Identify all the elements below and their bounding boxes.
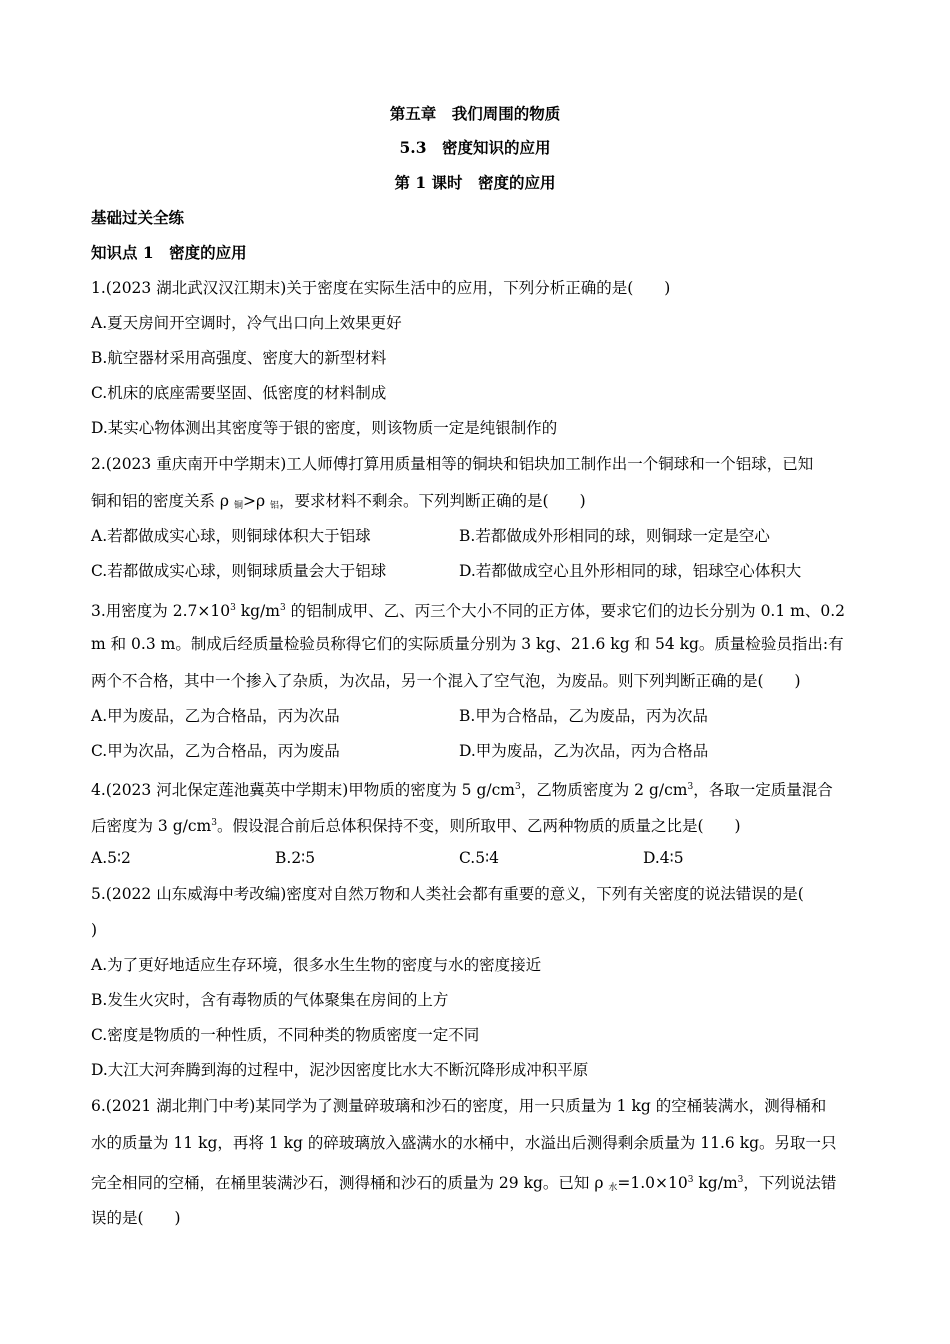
q4-option-d: D.4∶5 [643,849,684,867]
q2-stem-line1: 2.(2023 重庆南开中学期末)工人师傅打算用质量相等的铜块和铝块加工制作出一个铜球和一个铝球，已知 [91,455,814,473]
q5-stem-line2: ) [91,921,98,939]
lesson-title: 第 1 课时 密度的应用 [394,173,556,192]
q3-stem-line1: 3.用密度为 $2.7\times 10^3$ $kg/m^3$ 的铝制成甲、乙、丙三个大小不同的正方体，要求它们的边长分别为 0.1 m、0.2 [91,602,846,620]
exercise-heading: 基础过关全练 [91,208,185,227]
q6-stem-line1: 6.(2021 湖北荆门中考)某同学为了测量碎玻璃和沙石的密度，用一只质量为 1 kg 的空桶装满水，测得桶和 [91,1097,827,1115]
q3-option-a: A.甲为废品，乙为合格品，丙为次品 [91,707,340,725]
q1-option-c: C.机床的底座需要坚固、低密度的材料制成 [91,384,387,402]
q1-option-d: D.某实心物体测出其密度等于银的密度，则该物质一定是纯银制作的 [91,419,558,437]
q4-stem-line1: 4.(2023 河北保定莲池冀英中学期末)甲物质的密度为 5 $g/cm^3$，乙物质密度为 2 $g/cm^3$，各取一定质量混合 [91,781,833,799]
q3-option-d: D.甲为废品，乙为次品，丙为合格品 [459,742,709,760]
q4-option-c: C.5∶4 [459,849,499,867]
q6-stem-line3: 完全相同的空桶，在桶里装满沙石，测得桶和沙石的质量为 29 kg。已知 ρ $_水=1.0\times 10^3$ $kg/m^3$，下列说法错 [91,1174,837,1193]
q3-option-b: B.甲为合格品，乙为废品，丙为次品 [459,707,708,725]
q5-stem-line1: 5.(2022 山东威海中考改编)密度对自然万物和人类社会都有重要的意义，下列有关密度的说法错误的是( [91,885,804,903]
chapter-title: 第五章 我们周围的物质 [389,104,561,123]
q4-option-b: B.2∶5 [275,849,316,867]
q4-stem-line2: 后密度为 3 $g/cm^3$。假设混合前后总体积保持不变，则所取甲、乙两种物质的质量之比是( ) [91,817,741,835]
q3-option-c: C.甲为次品，乙为合格品，丙为废品 [91,742,340,760]
q2-option-a: A.若都做成实心球，则铜球体积大于铝球 [91,527,371,545]
q5-option-a: A.为了更好地适应生存环境，很多水生生物的密度与水的密度接近 [91,956,542,974]
q5-option-d: D.大江大河奔腾到海的过程中，泥沙因密度比水大不断沉降形成冲积平原 [91,1061,589,1079]
q1-option-b: B.航空器材采用高强度、密度大的新型材料 [91,349,387,367]
q6-stem-line2: 水的质量为 11 kg，再将 1 kg 的碎玻璃放入盛满水的水桶中，水溢出后测得剩余质量为 11.6 kg。另取一只 [91,1134,837,1152]
knowledge-point: 知识点 1 密度的应用 [91,243,247,262]
q2-option-c: C.若都做成实心球，则铜球质量会大于铝球 [91,562,387,580]
q1-stem: 1.(2023 湖北武汉汉江期末)关于密度在实际生活中的应用，下列分析正确的是( ) [91,279,671,297]
q2-option-d: D.若都做成空心且外形相同的球，铝球空心体积大 [459,562,802,580]
q2-option-b: B.若都做成外形相同的球，则铜球一定是空心 [459,527,770,545]
q2-stem-line2: 铜和铝的密度关系 ρ $_铜$>ρ $_铝$，要求材料不剩余。下列判断正确的是( ) [91,492,586,511]
q1-option-a: A.夏天房间开空调时，冷气出口向上效果更好 [91,314,402,332]
q6-stem-line4: 误的是( ) [91,1209,181,1227]
q5-option-b: B.发生火灾时，含有毒物质的气体聚集在房间的上方 [91,991,449,1009]
q4-option-a: A.5∶2 [91,849,131,867]
q3-stem-line3: 两个不合格，其中一个掺入了杂质，为次品，另一个混入了空气泡，为废品。则下列判断正确的是( ) [91,672,801,690]
q5-option-c: C.密度是物质的一种性质，不同种类的物质密度一定不同 [91,1026,480,1044]
q3-stem-line2: m 和 0.3 m。制成后经质量检验员称得它们的实际质量分别为 3 kg、21.6 kg 和 54 kg。质量检验员指出:有 [91,635,844,653]
section-title: 5.3 密度知识的应用 [399,138,551,157]
